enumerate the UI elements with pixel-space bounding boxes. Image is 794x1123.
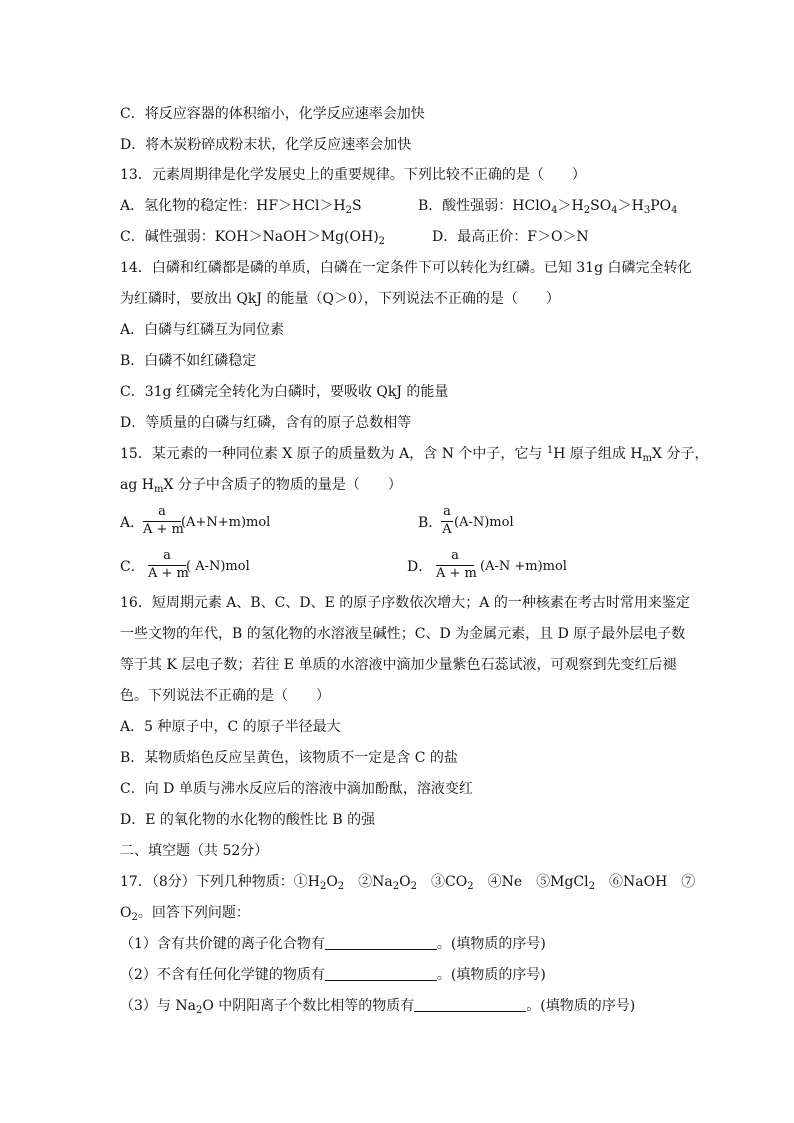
q14-stem-line2: 为红磷时，要放出 QkJ 的能量（Q＞0），下列说法不正确的是（ ） [120,291,560,307]
q17-part3: （3）与 $Na_2O$ 中阴阳离子个数比相等的物质有 。(填物质的序号) [120,998,636,1016]
q15-option-c-label: C． [120,559,145,575]
q17-part2: （2）不含有任何化学键的物质有 。(填物质的序号) [120,967,546,983]
q16-stem-line2: 一些文物的年代，B 的氢化物的水溶液呈碱性；C、D 为金属元素，且 D 原子最外层电子数 [120,626,686,642]
q16-option-d: D．E 的氧化物的水化物的酸性比 B 的强 [120,812,376,828]
q15-option-a-label: A． [120,515,145,531]
q17-part1: （1）含有共价键的离子化合物有 。(填物质的序号) [120,936,546,952]
section-heading: 二、填空题（共 52分） [120,843,269,859]
numerator: a [451,548,459,563]
q14-option-a: A．白磷与红磷互为同位素 [120,322,285,338]
q15-option-c-fraction [148,548,189,586]
q14-option-b: B．白磷不如红磷稳定 [120,353,257,369]
q16-stem-line3: 等于其 K 层电子数；若往 E 单质的水溶液中滴加少量紫色石蕊试液，可观察到先变红后褪 [120,657,677,673]
q16-stem-line1: 16．短周期元素 A、B、C、D、E 的原子序数依次增大；A 的一种核素在考古时常用来鉴定 [120,595,690,611]
q15-stem-line1: 15．某元素的一种同位素 X 原子的质量数为 A，含 N 个中子，它与 $^1$H 原子组成 $H_mX$ 分子， [120,445,709,464]
q14-option-d: D．等质量的白磷与红磷，含有的原子总数相等 [120,415,412,431]
q15-option-b-tail: (A-N)mol [454,515,514,530]
q16-stem-line4: 色。下列说法不正确的是（ ） [120,688,330,704]
answer-blank-2[interactable] [325,966,437,981]
q17-stem-line1: 17．（8分）下列几种物质：$①H_2O_2$ $②Na_2O_2$ $③CO_2$ ④Ne ⑤MgCl$_2$ ⑥NaOH ⑦ [120,874,696,892]
q16-option-b: B．某物质焰色反应呈黄色，该物质不一定是含 C 的盐 [120,750,458,766]
q15-option-c-tail: ( A-N)mol [186,559,250,574]
q13-option-b: B．酸性强弱：$HClO_4>H_2SO_4>H_3PO_4$ [418,198,678,216]
q12-option-d: D．将木炭粉碎成粉末状，化学反应速率会加快 [120,137,412,153]
denominator: A + m [143,522,184,537]
q15-option-d-tail: (A-N +m)mol [480,559,567,574]
q15-stem-line2: ag $H_mX$ 分子中含质子的物质的量是（ ） [120,477,402,495]
q15-option-b-fraction [441,504,453,542]
q15-option-a-fraction [143,504,184,542]
q15-option-a-tail: (A+N+m)mol [181,515,271,530]
q14-stem-line1: 14．白磷和红磷都是磷的单质，白磷在一定条件下可以转化为红磷。已知 31g 白磷完全转化 [120,260,692,276]
q17-stem-line2: $O_2$。回答下列问题： [120,905,250,923]
q13-option-c: C．碱性强弱：$KOH>NaOH>Mg(OH)_2$ [120,229,386,247]
q13-option-a: A．氢化物的稳定性：$HF>HCl>H_2S$ [120,198,362,216]
numerator: a [163,548,171,563]
q13-option-d: D．最高正价：F＞O＞N [432,229,589,245]
q16-option-a: A．5 种原子中，C 的原子半径最大 [120,719,341,735]
q13-stem: 13．元素周期律是化学发展史上的重要规律。下列比较不正确的是（ ） [120,167,586,183]
denominator: A [442,522,452,537]
q12-option-c: C．将反应容器的体积缩小，化学反应速率会加快 [120,106,425,122]
q14-option-c: C．31g 红磷完全转化为白磷时，要吸收 QkJ 的能量 [120,384,449,400]
answer-blank-3[interactable] [414,997,526,1012]
q16-option-c: C．向 D 单质与沸水反应后的溶液中滴加酚酞，溶液变红 [120,781,473,797]
denominator: A + m [436,566,477,581]
answer-blank-1[interactable] [325,935,437,950]
numerator: a [158,504,166,519]
q15-option-d-fraction [436,548,477,586]
q15-option-b-label: B． [418,515,443,531]
denominator: A + m [148,566,189,581]
q15-option-d-label: D． [407,559,433,575]
numerator: a [443,504,451,519]
